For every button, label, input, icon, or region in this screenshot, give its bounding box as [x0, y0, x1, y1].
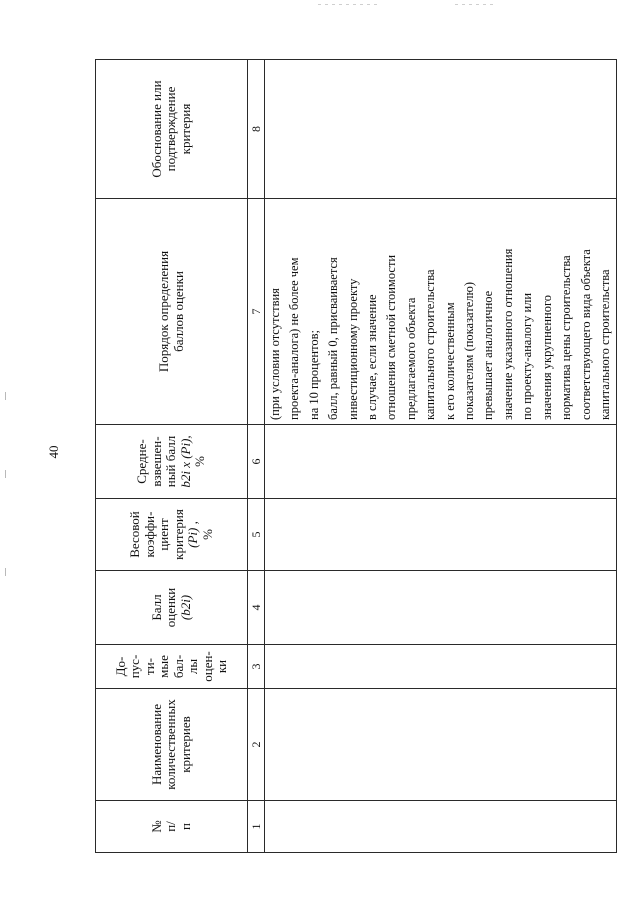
header-cell-weighted-score: Средне- взвешен- ный балл b2i x (Pi), %: [96, 425, 248, 499]
table-cell-empty: [265, 499, 617, 571]
table-cell-empty: [265, 645, 617, 689]
header-cell-justification: Обоснование или подтверждение критерия: [96, 60, 248, 199]
table-header-row: [96, 60, 248, 853]
scan-margin-mark: [5, 392, 6, 400]
rotated-table-wrapper: [95, 60, 612, 853]
column-number: 8: [248, 60, 265, 199]
header-cell-weight: Весовой коэффи- циент критерия (Pi) , %: [96, 499, 248, 571]
table-cell-empty: [265, 571, 617, 645]
table-cell-empty: [265, 801, 617, 853]
header-cell-criteria-name: Наименование количественных критериев: [96, 689, 248, 801]
column-number: 7: [248, 199, 265, 425]
header-cell-allowed-scores: До- пус- ти- мые бал- лы оцен- ки: [96, 645, 248, 689]
header-cell-number: № п/ п: [96, 801, 248, 853]
scan-margin-mark: [5, 568, 6, 576]
column-number: 1: [248, 801, 265, 853]
column-number: 3: [248, 645, 265, 689]
header-cell-score: Балл оценки (b2i): [96, 571, 248, 645]
scan-margin-mark: [5, 470, 6, 478]
scan-edge-dots: [318, 4, 378, 5]
scan-edge-dots: [455, 4, 495, 5]
table-cell-empty: [265, 60, 617, 199]
table-cell-empty: [265, 425, 617, 499]
header-cell-procedure: Порядок определения баллов оценки: [96, 199, 248, 425]
column-number: 5: [248, 499, 265, 571]
column-number-row: [248, 60, 265, 853]
criteria-table: [95, 59, 617, 853]
table-cell-empty: [265, 689, 617, 801]
column-number: 6: [248, 425, 265, 499]
procedure-text-cell: (при условии отсутствия проекта-аналога) не более чем на 10 процентов; балл, равный 0, присваивается инвестиционному проекту в случае, если значение отношения сметной стоимости предлагаемого объекта капитального строительства к его количественным показателям (показателю) превышает аналогичное значение указанного отношения по проекту-аналогу или значения укрупненного норматива цены строительства соответствующего вида объекта капитального строительства: [265, 199, 617, 425]
page-number: 40: [46, 445, 61, 459]
table-row: [265, 60, 617, 853]
column-number: 4: [248, 571, 265, 645]
column-number: 2: [248, 689, 265, 801]
